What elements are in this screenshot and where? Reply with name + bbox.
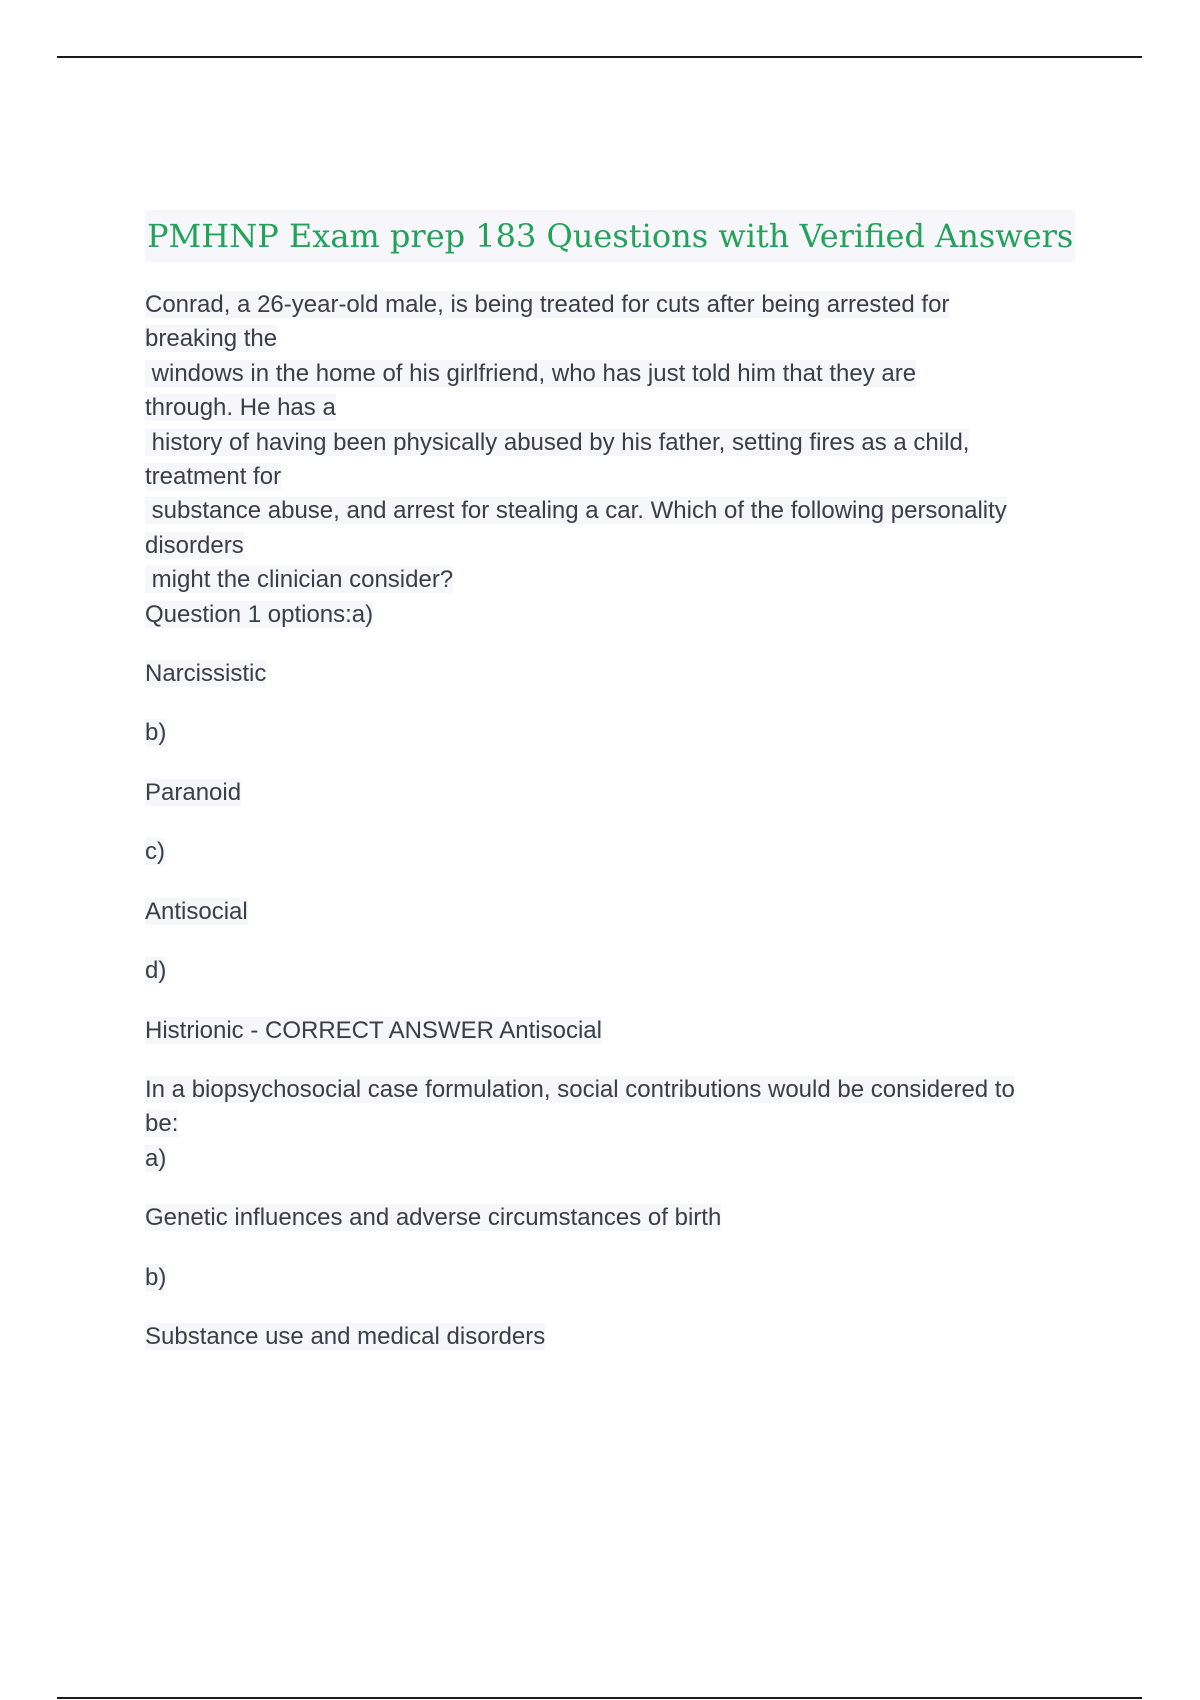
question-1-stem-line: treatment for: [145, 463, 282, 491]
document-body: [145, 210, 1105, 1354]
question-2-option-a: Genetic influences and adverse circumstances of birth: [145, 1204, 722, 1232]
question-1-label-d: d): [145, 957, 167, 985]
question-1: [145, 288, 1105, 1048]
question-1-stem-line: breaking the: [145, 325, 278, 353]
question-2: [145, 1073, 1105, 1354]
question-1-option-c: Antisocial: [145, 897, 248, 925]
question-1-stem-line: Conrad, a 26-year-old male, is being treated for cuts after being arrested for: [145, 291, 950, 318]
question-1-stem-line: disorders: [145, 531, 244, 559]
question-1-stem-line: Question 1 options:a): [145, 600, 374, 628]
question-2-option-b: Substance use and medical disorders: [145, 1322, 546, 1350]
question-1-label-b: b): [145, 719, 167, 747]
question-2-label-b: b): [145, 1263, 167, 1291]
top-rule: [57, 56, 1142, 58]
question-1-label-c: c): [145, 838, 165, 866]
question-1-stem-line: history of having been physically abused by his father, setting fires as a child,: [145, 428, 970, 456]
question-2-stem-line: In a biopsychosocial case formulation, social contributions would be considered to: [145, 1075, 1015, 1103]
question-1-stem-line: windows in the home of his girlfriend, who has just told him that they are: [145, 359, 917, 387]
question-1-stem-line: through. He has a: [145, 394, 336, 422]
question-1-option-a: Narcissistic: [145, 660, 267, 688]
question-1-option-b: Paranoid: [145, 778, 242, 806]
question-1-stem-line: substance abuse, and arrest for stealing a car. Which of the following personality: [145, 497, 1007, 525]
question-1-stem-line: might the clinician consider?: [145, 566, 454, 594]
bottom-rule: [57, 1697, 1142, 1699]
question-1-option-d-answer: Histrionic - CORRECT ANSWER Antisocial: [145, 1016, 602, 1044]
question-2-stem-line: be:: [145, 1110, 179, 1138]
document-title: PMHNP Exam prep 183 Questions with Verified Answers: [145, 210, 1075, 262]
question-2-stem-line: a): [145, 1144, 167, 1172]
